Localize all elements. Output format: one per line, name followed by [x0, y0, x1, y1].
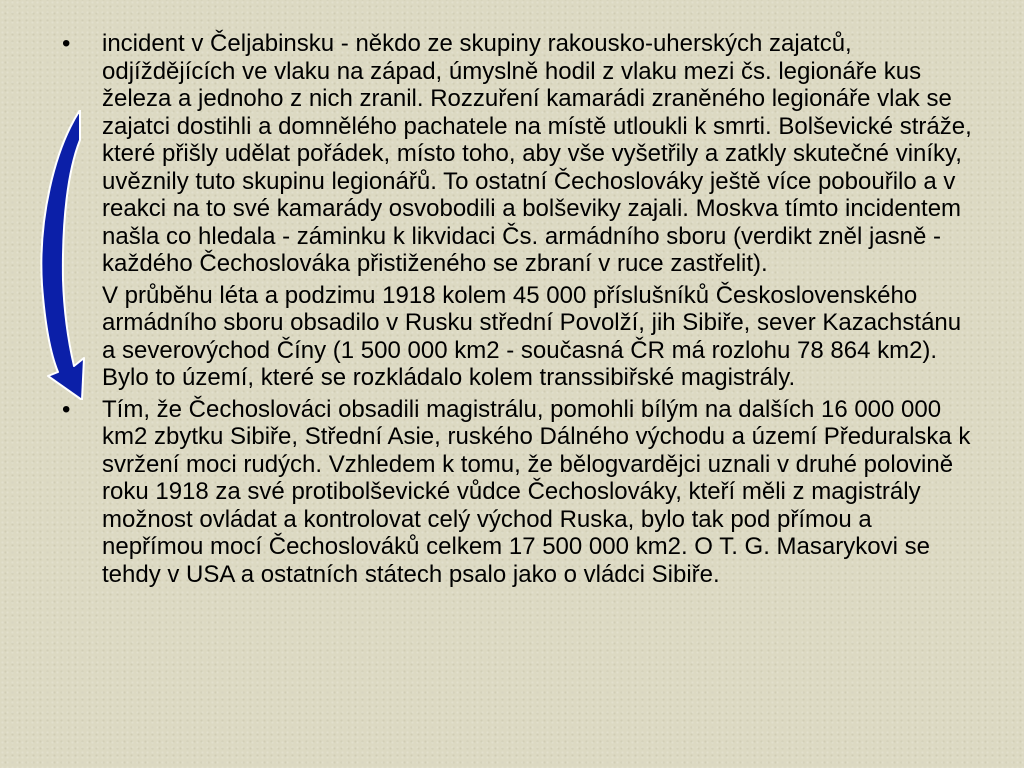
paragraph-text: incident v Čeljabinsku - někdo ze skupiny rakousko-uherských zajatců, odjíždějících ve vlaku na západ, úmyslně hodil z vlaku mezi čs. legionáře kus železa a jednoho z nich zranil. Rozzuření kamarádi zraněného legionáře vlak se zajatci dostihli a domnělého pachatele na místě utloukli k smrti. Bolševické stráže, které přišly udělat pořádek, místo toho, aby vše vyšetřily a zatkly skutečné viníky, uvěznily tuto skupinu legionářů. To ostatní Čechoslováky ještě více pobouřilo a v reakci na to své kamarády osvobodili a bolševiky zajali. Moskva tímto incidentem našla co hledala - záminku k likvidaci Čs. armádního sboru (verdikt zněl jasně - každého Čechoslováka přistiženého se zbraní v ruce zastřelit). [102, 30, 972, 277]
paragraph-text: Tím, že Čechoslováci obsadili magistrálu, pomohli bílým na dalších 16 000 000 km2 zbytku Sibiře, Střední Asie, ruského Dálného východu a území Předuralska k svržení moci rudých. Vzhledem k tomu, že bělogvardějci uznali v druhé polovině roku 1918 za své protibolševické vůdce Čechoslováky, kteří měli z magistrály možnost ovládat a kontrolovat celý východ Ruska, bylo tak pod přímou a nepřímou mocí Čechoslováků celkem 17 500 000 km2. O T. G. Masarykovi se tehdy v USA a ostatních státech psalo jako o vládci Sibiře. [102, 395, 971, 588]
paragraph-incident-celjabinsk [56, 30, 976, 278]
paragraph-magistrala [56, 396, 976, 589]
paragraph-text: V průběhu léta a podzimu 1918 kolem 45 000 příslušníků Československého armádního sboru obsadilo v Rusku střední Povolží, jih Sibiře, sever Kazachstánu a severovýchod Číny (1 500 000 km2 - současná ČR má rozlohu 78 864 km2). Bylo to území, které se rozkládalo kolem transsibiřské magistrály. [102, 281, 962, 391]
paragraph-summer-1918 [56, 282, 976, 392]
text-body [56, 30, 976, 592]
bullet-marker: • [62, 395, 71, 423]
bullet-marker: • [62, 30, 71, 57]
